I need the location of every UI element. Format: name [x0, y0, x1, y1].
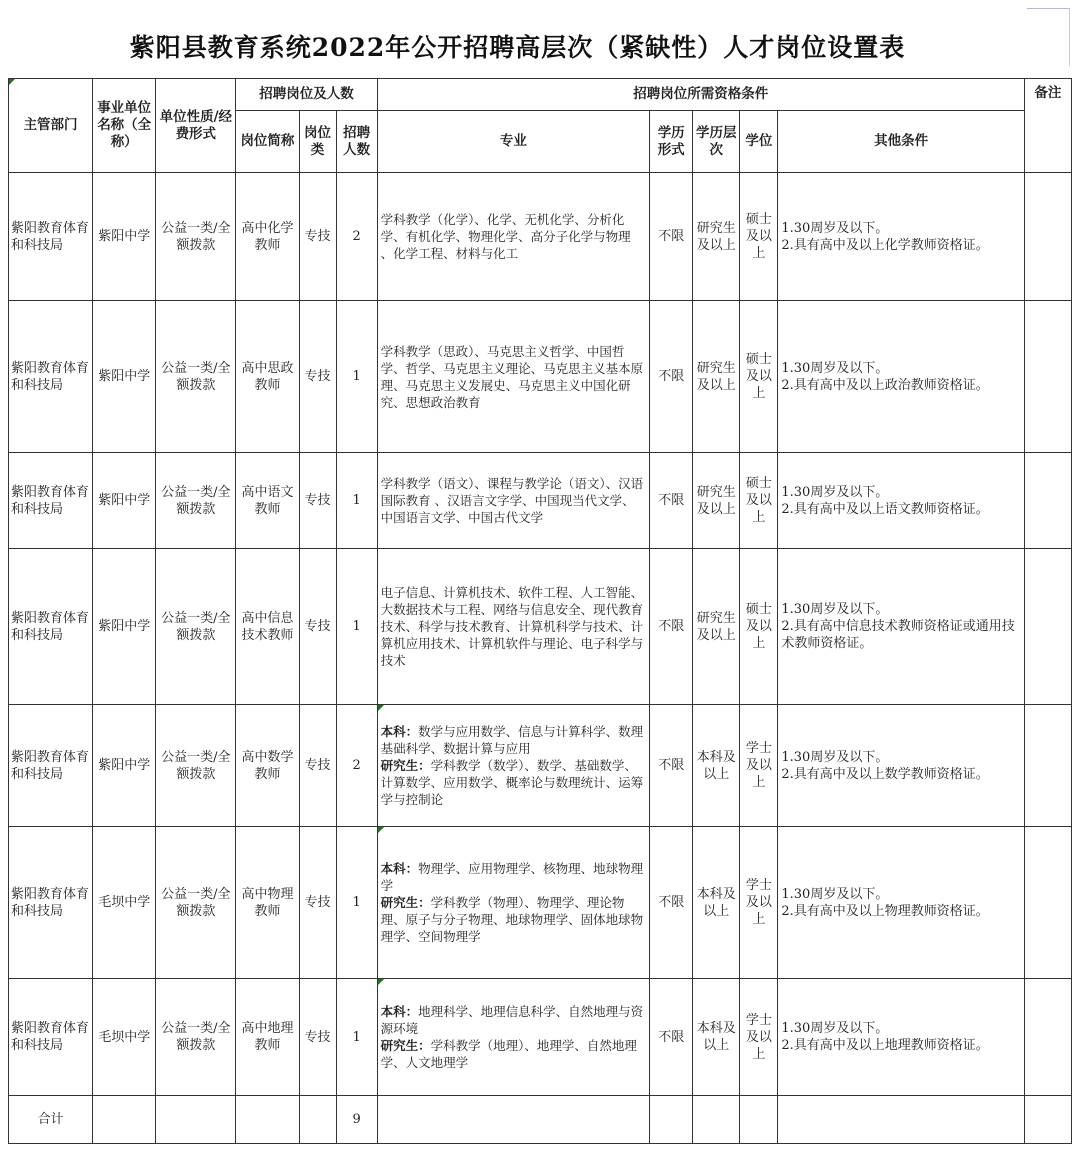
header-major: 专业 — [377, 111, 650, 173]
total-row — [9, 1096, 1072, 1144]
cell-degree: 硕士及以上 — [740, 173, 778, 301]
cell-nature: 公益一类/全额拨款 — [156, 827, 236, 979]
cell-remark — [1024, 979, 1071, 1096]
cell-other: 1.30周岁及以下。 2.具有高中及以上物理教师资格证。 — [778, 827, 1024, 979]
cell-nature: 公益一类/全额拨款 — [156, 979, 236, 1096]
header-dept: 主管部门 — [9, 79, 93, 173]
header-edu-level: 学历层次 — [693, 111, 740, 173]
cell-remark — [1024, 705, 1071, 827]
cell-unit: 紫阳中学 — [93, 301, 156, 453]
cell-unit: 紫阳中学 — [93, 173, 156, 301]
header-other: 其他条件 — [778, 111, 1024, 173]
cell-other: 1.30周岁及以下。 2.具有高中及以上地理教师资格证。 — [778, 979, 1024, 1096]
cell-major: 本科：地理科学、地理信息科学、自然地理与资源环境 研究生：学科教学（地理）、地理学、自然地理学、人文地理学 — [377, 979, 650, 1096]
cell-type: 专技 — [299, 549, 336, 705]
positions-table — [8, 78, 1072, 1144]
page-edge-line — [1069, 8, 1070, 66]
cell-edu-form: 不限 — [650, 549, 693, 705]
cell-unit: 毛坝中学 — [93, 979, 156, 1096]
document-title: 紫阳县教育系统2022年公开招聘高层次（紧缺性）人才岗位设置表 — [129, 33, 906, 62]
cell-count: 1 — [336, 453, 377, 549]
cell-type: 专技 — [299, 979, 336, 1096]
header-post-name: 岗位简称 — [236, 111, 299, 173]
cell-count: 1 — [336, 301, 377, 453]
cell-other: 1.30周岁及以下。 2.具有高中及以上语文教师资格证。 — [778, 453, 1024, 549]
cell-major: 学科教学（语文）、课程与教学论（语文）、汉语国际教育 、汉语言文字学、中国现当代文学、中国语言文学、中国古代文学 — [377, 453, 650, 549]
cell-other: 1.30周岁及以下。 2.具有高中及以上化学教师资格证。 — [778, 173, 1024, 301]
cell-edu-level: 研究生及以上 — [693, 173, 740, 301]
cell-other: 1.30周岁及以下。 2.具有高中及以上数学教师资格证。 — [778, 705, 1024, 827]
cell-post: 高中数学教师 — [236, 705, 299, 827]
table-row — [9, 173, 1072, 301]
cell-edu-level: 本科及以上 — [693, 979, 740, 1096]
cell-post: 高中语文教师 — [236, 453, 299, 549]
cell-major: 电子信息、计算机技术、软件工程、人工智能、大数据技术与工程、网络与信息安全、现代教育技术、科学与技术教育、计算机科学与技术、计算机应用技术、计算机软件与理论、电子科学与技术 — [377, 549, 650, 705]
cell-count: 1 — [336, 979, 377, 1096]
cell-nature: 公益一类/全额拨款 — [156, 705, 236, 827]
cell-total-count: 9 — [336, 1096, 377, 1144]
cell-dept: 紫阳教育体育和科技局 — [9, 301, 93, 453]
cell-unit: 紫阳中学 — [93, 705, 156, 827]
cell-major: 学科教学（化学）、化学、无机化学、分析化学、有机化学、物理化学、高分子化学与物理 、化学工程、材料与化工 — [377, 173, 650, 301]
cell-count: 1 — [336, 549, 377, 705]
table-row — [9, 705, 1072, 827]
cell-nature: 公益一类/全额拨款 — [156, 453, 236, 549]
cell-remark — [1024, 301, 1071, 453]
cell-degree: 硕士及以上 — [740, 301, 778, 453]
cell-count: 2 — [336, 705, 377, 827]
cell-other: 1.30周岁及以下。 2.具有高中及以上政治教师资格证。 — [778, 301, 1024, 453]
header-count: 招聘人数 — [336, 111, 377, 173]
cell-nature: 公益一类/全额拨款 — [156, 549, 236, 705]
cell-type: 专技 — [299, 827, 336, 979]
cell-count: 1 — [336, 827, 377, 979]
header-unit: 事业单位名称（全称） — [93, 79, 156, 173]
header-remark: 备注 — [1024, 79, 1071, 173]
cell-post: 高中物理教师 — [236, 827, 299, 979]
cell-type: 专技 — [299, 301, 336, 453]
cell-edu-form: 不限 — [650, 827, 693, 979]
cell-post: 高中化学教师 — [236, 173, 299, 301]
cell-type: 专技 — [299, 453, 336, 549]
cell-post: 高中地理教师 — [236, 979, 299, 1096]
cell-edu-level: 研究生及以上 — [693, 301, 740, 453]
cell-edu-form: 不限 — [650, 173, 693, 301]
cell-edu-level: 本科及以上 — [693, 827, 740, 979]
cell-dept: 紫阳教育体育和科技局 — [9, 979, 93, 1096]
cell-post: 高中思政教师 — [236, 301, 299, 453]
header-nature: 单位性质/经费形式 — [156, 79, 236, 173]
page-edge-line — [1027, 8, 1069, 9]
cell-degree: 学士及以上 — [740, 979, 778, 1096]
cell-edu-level: 研究生及以上 — [693, 453, 740, 549]
cell-post: 高中信息技术教师 — [236, 549, 299, 705]
header-degree: 学位 — [740, 111, 778, 173]
cell-unit: 紫阳中学 — [93, 453, 156, 549]
table-row — [9, 453, 1072, 549]
header-edu-form: 学历形式 — [650, 111, 693, 173]
cell-degree: 学士及以上 — [740, 705, 778, 827]
cell-major: 本科：数学与应用数学、信息与计算科学、数理基础科学、数据计算与应用 研究生：学科教学（数学）、数学、基础数学、计算数学、应用数学、概率论与数理统计、运筹学与控制论 — [377, 705, 650, 827]
cell-total-label: 合计 — [9, 1096, 93, 1144]
cell-dept: 紫阳教育体育和科技局 — [9, 549, 93, 705]
cell-degree: 硕士及以上 — [740, 549, 778, 705]
header-post-type: 岗位类 — [299, 111, 336, 173]
cell-type: 专技 — [299, 173, 336, 301]
cell-nature: 公益一类/全额拨款 — [156, 301, 236, 453]
cell-type: 专技 — [299, 705, 336, 827]
cell-degree: 学士及以上 — [740, 827, 778, 979]
cell-remark — [1024, 173, 1071, 301]
header-req-group: 招聘岗位所需资格条件 — [377, 79, 1024, 111]
cell-count: 2 — [336, 173, 377, 301]
cell-degree: 硕士及以上 — [740, 453, 778, 549]
cell-edu-form: 不限 — [650, 979, 693, 1096]
cell-dept: 紫阳教育体育和科技局 — [9, 173, 93, 301]
cell-edu-level: 研究生及以上 — [693, 549, 740, 705]
table-row — [9, 549, 1072, 705]
cell-major: 学科教学（思政）、马克思主义哲学、中国哲学、哲学、马克思主义理论、马克思主义基本原理、马克思主义发展史、马克思主义中国化研究、思想政治教育 — [377, 301, 650, 453]
cell-major: 本科：物理学、应用物理学、核物理、地球物理学 研究生：学科教学（物理）、物理学、理论物理、原子与分子物理、地球物理学、固体地球物理学、空间物理学 — [377, 827, 650, 979]
cell-dept: 紫阳教育体育和科技局 — [9, 827, 93, 979]
cell-dept: 紫阳教育体育和科技局 — [9, 453, 93, 549]
header-posts-group: 招聘岗位及人数 — [236, 79, 377, 111]
cell-unit: 紫阳中学 — [93, 549, 156, 705]
cell-unit: 毛坝中学 — [93, 827, 156, 979]
table-row — [9, 827, 1072, 979]
cell-dept: 紫阳教育体育和科技局 — [9, 705, 93, 827]
cell-other: 1.30周岁及以下。 2.具有高中信息技术教师资格证或通用技术教师资格证。 — [778, 549, 1024, 705]
cell-remark — [1024, 453, 1071, 549]
cell-nature: 公益一类/全额拨款 — [156, 173, 236, 301]
cell-remark — [1024, 549, 1071, 705]
table-row — [9, 979, 1072, 1096]
cell-edu-form: 不限 — [650, 705, 693, 827]
cell-edu-level: 本科及以上 — [693, 705, 740, 827]
table-row — [9, 301, 1072, 453]
cell-remark — [1024, 827, 1071, 979]
cell-edu-form: 不限 — [650, 301, 693, 453]
cell-edu-form: 不限 — [650, 453, 693, 549]
